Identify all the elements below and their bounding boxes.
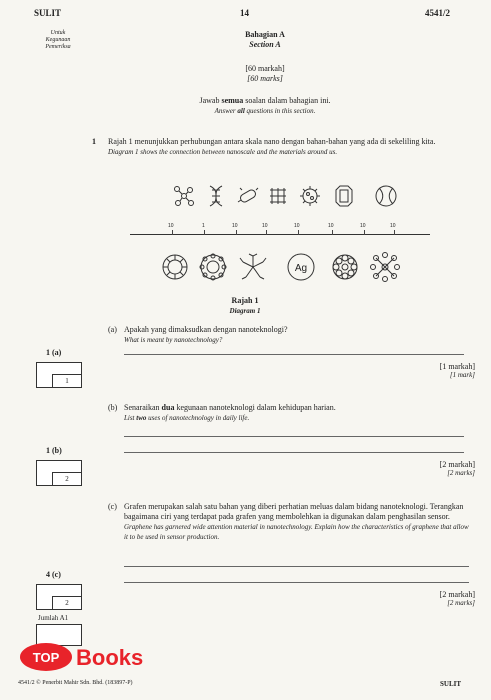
nanotube-icon bbox=[266, 184, 290, 208]
scale-label: 10 bbox=[232, 223, 238, 229]
logo-books-text: Books bbox=[76, 645, 144, 670]
scale-label: 10 bbox=[360, 223, 366, 229]
mark-box-1a[interactable] bbox=[36, 362, 82, 388]
topbooks-logo bbox=[18, 642, 178, 672]
answer-line[interactable] bbox=[124, 354, 464, 355]
question-number: 1 bbox=[92, 137, 96, 146]
examiner-margin-note: Untuk Kegunaan Pemeriksa bbox=[45, 30, 71, 50]
section-title-en: Section A bbox=[249, 40, 281, 49]
answer-line[interactable] bbox=[124, 566, 469, 567]
paper-code: 4541/2 bbox=[425, 8, 451, 18]
margin-label-1a: 1 (a) bbox=[46, 348, 62, 357]
part-a-label: (a) bbox=[108, 325, 117, 334]
molecule-icon bbox=[172, 184, 196, 208]
footer-code: 4541/2 © Penerbit Mahir Sdn. Bhd. (183897-P) bbox=[18, 680, 133, 686]
crystal-icon bbox=[332, 184, 356, 208]
scale-tick bbox=[394, 230, 395, 235]
scale-tick bbox=[364, 230, 365, 235]
cluster-molecule-icon bbox=[370, 252, 400, 282]
ag-label: Ag bbox=[294, 263, 308, 274]
max-mark-1a: 1 bbox=[52, 374, 81, 387]
section-marks-en: [60 marks] bbox=[247, 74, 283, 83]
answer-line[interactable] bbox=[124, 436, 464, 437]
part-a-marks: [1 markah] [1 mark] bbox=[439, 362, 475, 379]
dendrimer-icon bbox=[238, 252, 268, 282]
scale-label: 10 bbox=[328, 223, 334, 229]
part-a-question: Apakah yang dimaksudkan dengan nanoteknologi? What is meant by nanotechnology? bbox=[124, 325, 288, 344]
bacteria-icon bbox=[236, 184, 260, 208]
answer-line[interactable] bbox=[124, 582, 469, 583]
scale-label: 1 bbox=[202, 223, 205, 229]
scale-label: 10 bbox=[390, 223, 396, 229]
margin-label-1c: 4 (c) bbox=[46, 570, 61, 579]
part-c-question: Grafen merupakan salah satu bahan yang diberi perhatian meluas dalam bidang nanoteknologi. Terangkan bagaimana ciri yang terdapat pada grafen yang membolehkan ia digunakan dalam penghasilan sensor. Graphene has garnered wide attention material in nanotechnology. Explain how the characteristics of graphene that allow it to be used in sensor production. bbox=[124, 502, 469, 541]
instruction-ms: Jawab semua soalan dalam bahagian ini. bbox=[199, 96, 331, 105]
page-number: 14 bbox=[240, 8, 249, 18]
question1-stem-ms: Rajah 1 menunjukkan perhubungan antara skala nano dengan bahan-bahan yang ada di sekeliling kita. bbox=[108, 137, 436, 146]
question1-stem-en: Diagram 1 shows the connection between nanoscale and the materials around us. bbox=[108, 148, 338, 156]
logo-top-text: TOP bbox=[32, 650, 60, 665]
scale-tick bbox=[172, 230, 173, 235]
nanoparticle-ring-icon bbox=[198, 252, 228, 282]
scale-tick bbox=[236, 230, 237, 235]
margin-label-1b: 1 (b) bbox=[46, 446, 62, 455]
footer-sulit: SULIT bbox=[440, 680, 462, 688]
answer-line[interactable] bbox=[124, 452, 464, 453]
max-mark-1c: 2 bbox=[52, 596, 81, 609]
diagram-title-ms: Rajah 1 bbox=[231, 296, 259, 305]
scale-tick bbox=[332, 230, 333, 235]
part-c-label: (c) bbox=[108, 502, 117, 511]
question1-stem bbox=[108, 137, 463, 157]
instruction-en: Answer all questions in this section. bbox=[214, 107, 316, 115]
section-marks-ms: [60 markah] bbox=[245, 64, 285, 73]
max-mark-1b: 2 bbox=[52, 472, 81, 485]
diagram-title-en: Diagram 1 bbox=[229, 307, 261, 315]
part-c-marks: [2 markah] [2 marks] bbox=[439, 590, 475, 607]
section-header bbox=[150, 30, 380, 116]
total-label: Jumlah A1 bbox=[38, 614, 69, 622]
scale-tick bbox=[298, 230, 299, 235]
part-b-marks: [2 markah] [2 marks] bbox=[439, 460, 475, 477]
section-title-ms: Bahagian A bbox=[245, 30, 285, 39]
nanoscale-axis bbox=[130, 234, 430, 235]
silver-particle-icon bbox=[286, 252, 316, 282]
buckyball-icon bbox=[160, 252, 190, 282]
quantum-dot-icon bbox=[330, 252, 360, 282]
topbooks-logo-art bbox=[18, 642, 178, 672]
mark-box-1c[interactable] bbox=[36, 584, 82, 610]
scale-label: 10 bbox=[168, 223, 174, 229]
header-sulit: SULIT bbox=[34, 8, 62, 18]
scale-label: 10 bbox=[262, 223, 268, 229]
scale-tick bbox=[204, 230, 205, 235]
tennis-ball-icon bbox=[374, 184, 398, 208]
scale-label: 10 bbox=[294, 223, 300, 229]
virus-icon bbox=[298, 184, 322, 208]
scale-tick bbox=[266, 230, 267, 235]
part-b-label: (b) bbox=[108, 403, 118, 412]
part-b-question: Senaraikan dua kegunaan nanoteknologi dalam kehidupan harian. List two uses of nanotechnology in daily life. bbox=[124, 403, 336, 422]
diagram-caption bbox=[200, 296, 290, 316]
dna-icon bbox=[204, 184, 228, 208]
mark-box-1b[interactable] bbox=[36, 460, 82, 486]
